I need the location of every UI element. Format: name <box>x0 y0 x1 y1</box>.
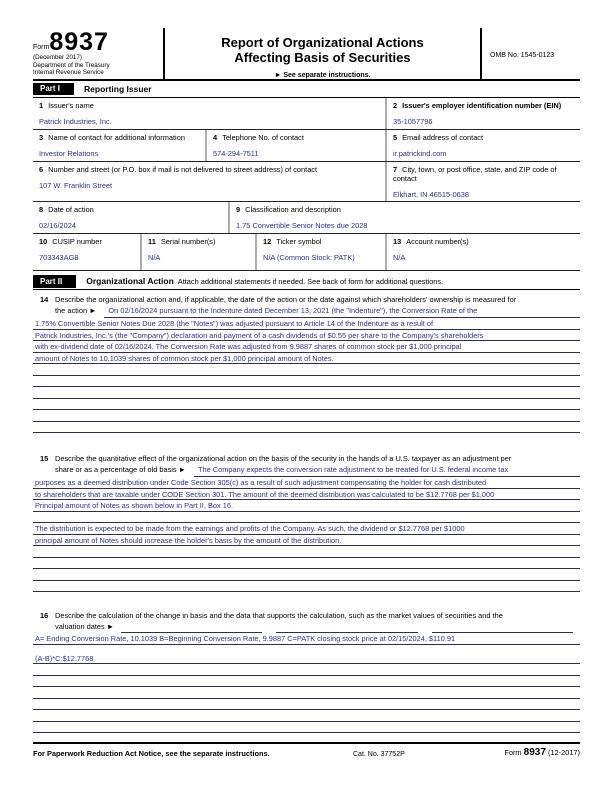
field-num: 11 <box>148 236 156 246</box>
q15-answer-line[interactable]: to shareholders that are taxable under CODE Section 301. The amount of the deemed distribution was calculated to be $12.7768 per $1,000 <box>33 489 580 501</box>
field-num: 8 <box>39 204 44 214</box>
field-label: CUSIP number <box>52 236 102 246</box>
q16-label-continued: valuation dates ► <box>55 622 115 631</box>
question-15 <box>33 453 580 592</box>
cusip-value[interactable]: 703343AG8 <box>39 252 79 262</box>
part1-bar <box>33 81 580 98</box>
date-of-action-value[interactable]: 02/16/2024 <box>39 220 76 230</box>
field-street <box>33 162 385 201</box>
footer-form-number: 8937 <box>523 747 546 758</box>
q16-number: 16 <box>40 611 49 620</box>
field-classification <box>228 202 580 233</box>
q15-answer-line[interactable]: Principal amount of Notes as shown below in Part II, Box 16. <box>33 500 580 512</box>
blank-ruled-line[interactable] <box>33 422 580 434</box>
field-label: Email address of contact <box>402 132 484 142</box>
q15-answer-line[interactable]: The Company expects the conversion rate adjustment to be treated for U.S. federal income tax <box>194 464 580 477</box>
blank-ruled-line[interactable] <box>33 387 580 399</box>
field-label: Issuer's name <box>48 100 94 110</box>
field-num: 13 <box>393 236 402 246</box>
field-num: 6 <box>39 164 44 174</box>
blank-ruled-line[interactable] <box>33 676 580 688</box>
blank-ruled-line[interactable] <box>33 410 580 422</box>
part2-bar <box>33 274 580 291</box>
blank-ruled-line[interactable] <box>33 569 580 581</box>
row-issuer <box>33 98 580 130</box>
field-label: Issuer's employer identification number (EIN) <box>402 100 562 110</box>
serial-numbers-value[interactable]: N/A <box>148 252 161 262</box>
field-num: 1 <box>39 100 44 110</box>
field-num: 7 <box>393 164 398 174</box>
form-title-line2: Affecting Basis of Securities <box>234 50 411 65</box>
blank-ruled-line[interactable] <box>33 376 580 388</box>
part1-tag: Part I <box>33 83 74 96</box>
field-ticker <box>255 234 385 270</box>
field-contact-name <box>33 130 205 161</box>
footer-form-id <box>473 747 580 758</box>
field-label: Number and street (or P.O. box if mail is not delivered to street address) of contact <box>48 164 318 174</box>
field-serial-numbers <box>140 234 255 270</box>
contact-email-value[interactable]: ir.patrickind.com <box>393 148 447 158</box>
field-num: 4 <box>213 132 218 142</box>
contact-name-value[interactable]: Investor Relations <box>39 148 99 158</box>
row-address <box>33 162 580 202</box>
blank-ruled-line[interactable] <box>33 699 580 711</box>
field-num: 12 <box>263 236 272 246</box>
part2-subtitle: Attach additional statements if needed. See back of form for additional questions. <box>177 276 444 286</box>
ticker-value[interactable]: N/A (Common Stock: PATK) <box>263 252 355 262</box>
form-header <box>33 28 580 81</box>
form-footer <box>33 742 580 758</box>
q14-answer-line[interactable]: 1.75% Convertible Senior Notes Due 2028 (the "Notes") was adjusted pursuant to Article 14 of the Indenture as a result of <box>33 318 580 330</box>
catalog-number: Cat. No. 37752P <box>353 751 405 758</box>
part2-tag: Part II <box>33 275 76 288</box>
blank-ruled-line[interactable] <box>33 710 580 722</box>
footer-form-revision: (12-2017) <box>547 748 580 757</box>
field-num: 2 <box>393 100 398 110</box>
q15-answer-line[interactable]: The distribution is expected to be made from the earnings and profits of the Company. As such, the dividend or $12.7768 per $1000 <box>33 523 580 535</box>
blank-ruled-line[interactable] <box>33 722 580 734</box>
part2-title: Organizational Action <box>86 276 174 287</box>
field-label: Ticker symbol <box>276 236 322 246</box>
field-label: Serial number(s) <box>160 236 216 246</box>
q15-answer-line[interactable]: principal amount of Notes should increase the holder's basis by the amount of the distribution. <box>33 535 580 547</box>
footer-form-word: Form <box>504 748 522 757</box>
field-label: Date of action <box>48 204 94 214</box>
account-numbers-value[interactable]: N/A <box>393 252 406 262</box>
part1-title: Reporting Issuer <box>84 83 152 94</box>
field-contact-email <box>385 130 580 161</box>
form-word: Form <box>33 44 50 51</box>
field-label: Account number(s) <box>406 236 469 246</box>
q15-label: Describe the quantitative effect of the organizational action on the basis of the security in the hands of a U.S. taxpayer as an adjustment per <box>55 454 512 463</box>
form-revision: (December 2017) <box>33 54 82 61</box>
field-num: 9 <box>236 204 241 214</box>
q16-answer-line[interactable]: (A-B)*C:$12.7768 <box>33 653 580 665</box>
classification-value[interactable]: 1.75 Convertible Senior Notes due 2028 <box>236 220 368 230</box>
q16-answer-line[interactable]: A= Ending Conversion Rate, 10.1039 B=Beginning Conversion Rate, 9.9887 C=PATK closing stock price at 02/15/2024, $110.91 <box>33 633 580 645</box>
q14-answer-line[interactable]: Patrick Industries, Inc.'s (the "Company") declaration and payment of a cash dividends of $0.55 per share to the Company's shareholders <box>33 330 580 342</box>
blank-ruled-line[interactable] <box>121 621 262 633</box>
blank-ruled-line[interactable] <box>276 621 417 633</box>
dept-line2: Internal Revenue Service <box>33 69 104 76</box>
see-instructions-note: ► See separate instructions. <box>274 72 371 79</box>
dept-line1: Department of the Treasury <box>33 61 110 69</box>
form-title-block <box>165 28 480 79</box>
field-cusip <box>33 234 140 270</box>
field-date-of-action <box>33 202 228 233</box>
q14-number: 14 <box>40 295 49 304</box>
field-contact-phone <box>205 130 385 161</box>
contact-phone-value[interactable]: 574-294-7511 <box>213 148 259 158</box>
form-id-block <box>33 28 165 79</box>
street-value[interactable]: 107 W. Franklin Street <box>39 180 113 190</box>
field-issuer-name <box>33 98 385 129</box>
paperwork-notice: For Paperwork Reduction Act Notice, see the separate instructions. <box>33 749 270 758</box>
row-contact <box>33 130 580 162</box>
q14-answer-line[interactable]: amount of Notes to 10.1039 shares of common stock per $1,000 principal amount of Notes. <box>33 353 580 365</box>
blank-ruled-line[interactable] <box>33 664 580 676</box>
field-account-numbers <box>385 234 580 270</box>
blank-ruled-line[interactable] <box>33 364 580 376</box>
row-action <box>33 202 580 234</box>
blank-ruled-line[interactable] <box>33 581 580 593</box>
field-label: Telephone No. of contact <box>222 132 304 142</box>
field-label: City, town, or post office, state, and ZIP code of contact <box>393 164 557 183</box>
q14-answer-line[interactable]: On 02/16/2024 pursuant to the Indenture dated December 13, 2021 (the "Indenture"), the Conversion Rate of the <box>104 305 580 318</box>
blank-ruled-line[interactable] <box>33 512 580 524</box>
field-label: Classification and description <box>245 204 341 214</box>
field-ein <box>385 98 580 129</box>
blank-ruled-line[interactable] <box>33 399 580 411</box>
ein-value[interactable]: 35-1057796 <box>393 116 433 126</box>
q15-label-continued: share or as a percentage of old basis ► <box>55 465 186 474</box>
q16-label: Describe the calculation of the change in basis and the data that supports the calculation, such as the market values of securities and the <box>55 611 503 620</box>
issuer-name-value[interactable]: Patrick Industries, Inc. <box>39 116 112 126</box>
field-num: 10 <box>39 236 48 246</box>
field-num: 3 <box>39 132 44 142</box>
city-state-zip-value[interactable]: Elkhart, IN 46515-0638 <box>393 189 470 199</box>
omb-number: OMB No. 1545-0123 <box>480 28 580 79</box>
q15-number: 15 <box>40 454 49 463</box>
field-num: 5 <box>393 132 398 142</box>
blank-ruled-line[interactable] <box>33 546 580 558</box>
blank-ruled-line[interactable] <box>33 558 580 570</box>
form-title-line1: Report of Organizational Actions <box>221 35 424 50</box>
question-14 <box>33 294 580 433</box>
form-sheet <box>33 28 580 733</box>
question-16 <box>33 610 580 733</box>
field-city-state-zip <box>385 162 580 201</box>
field-label: Name of contact for additional information <box>48 132 185 142</box>
row-identifiers <box>33 234 580 271</box>
q14-label-continued: the action ► <box>55 306 97 315</box>
q14-answer-line[interactable]: with ex-dividend date of 02/16/2024. The Conversion Rate was adjusted from 9.9887 shares of common stock per $1,000 principal <box>33 341 580 353</box>
blank-ruled-line[interactable] <box>33 687 580 699</box>
form-number: 8937 <box>49 28 109 56</box>
q14-label: Describe the organizational action and, if applicable, the date of the action or the date against which shareholders' ownership is measured for <box>55 295 517 304</box>
q15-answer-line[interactable]: purposes as a deemed distribution under Code Section 305(c) as a result of such adjustment compensating the holder for cash distributed <box>33 477 580 489</box>
blank-ruled-line[interactable] <box>432 621 573 633</box>
